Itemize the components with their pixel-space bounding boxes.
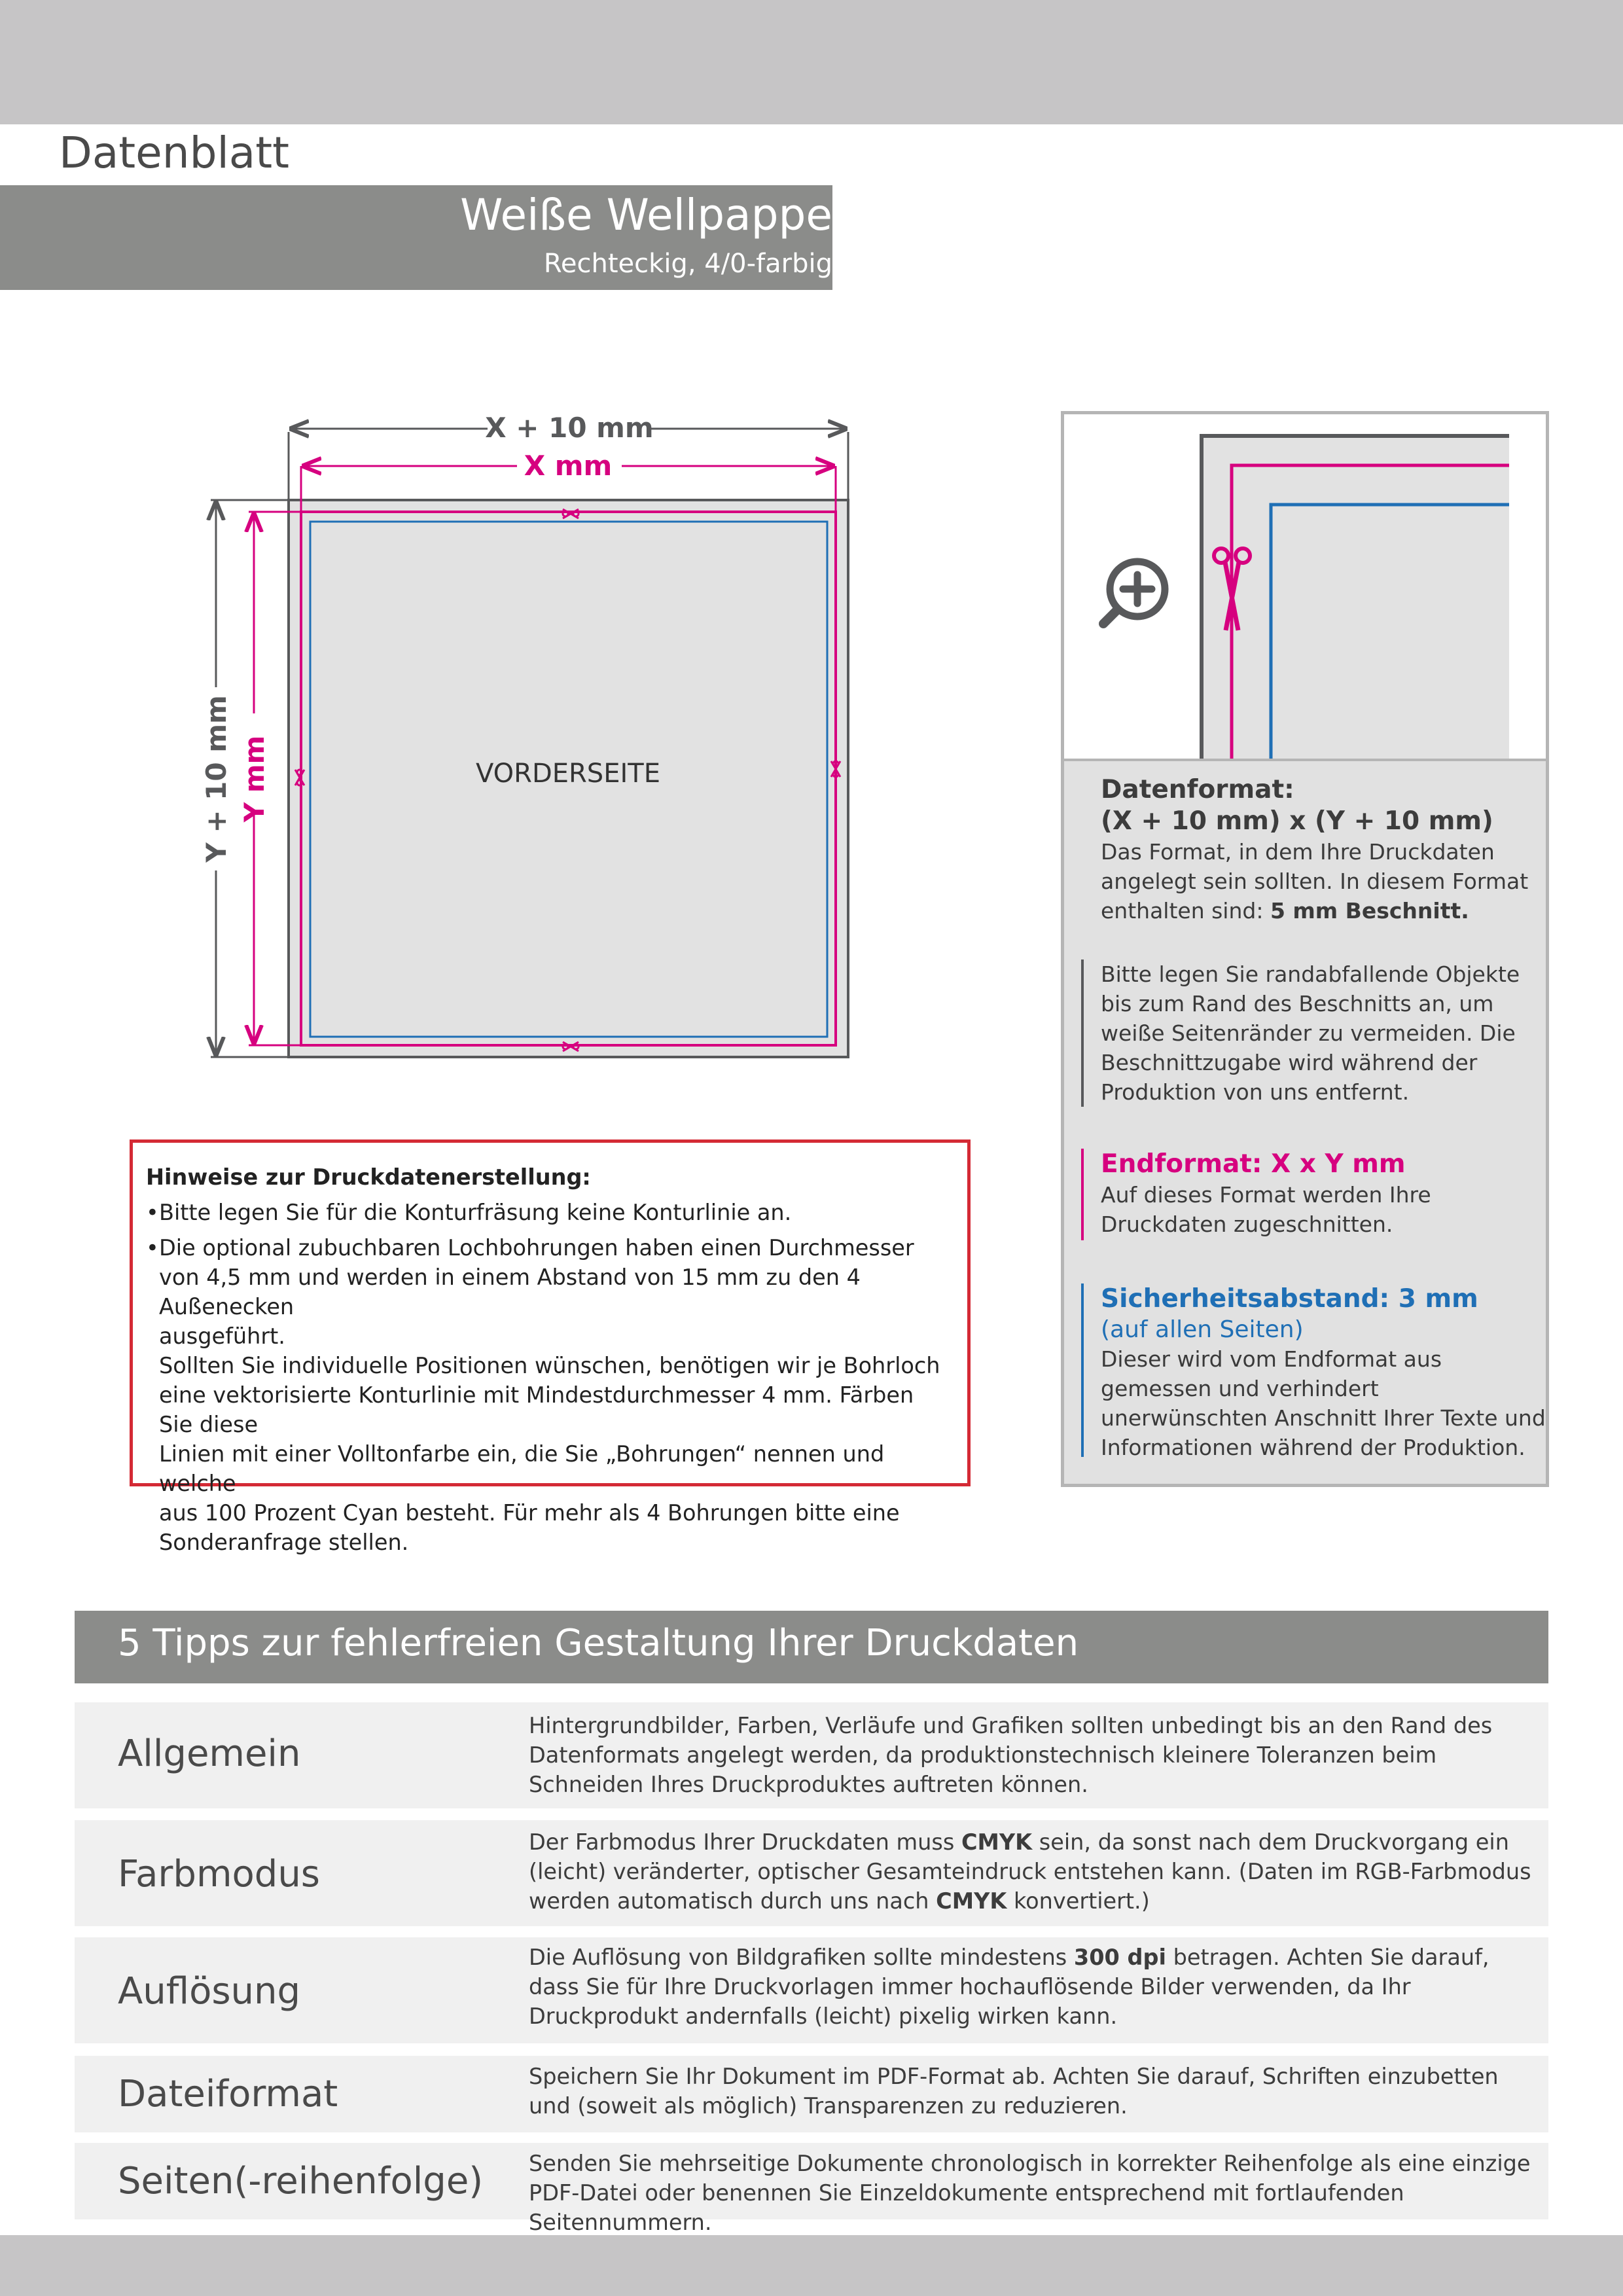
top-band [0, 0, 1623, 124]
tip-label: Allgemein [118, 1732, 301, 1775]
end-format-section [1101, 1149, 1546, 1239]
notes-bullet-text: Die optional zubuchbaren Lochbohrungen haben einen Durchmesser von 4,5 mm und werden in einem Abstand von 15 mm zu den 4 Außenecken ausgeführt. Sollten Sie individuelle Positionen wünschen, benötigen wir je Bohrloch eine vektorisierte Konturlinie mit Mindestdurchmesser 4 mm. Färben Sie diese Linien mit einer Volltonfarbe ein, die Sie „Bohrungen“ nennen und welche aus 100 Prozent Cyan besteht. Für mehr als 4 Bohrungen bitte eine Sonderanfrage stellen. [159, 1235, 940, 1555]
tip-row [75, 2056, 1548, 2132]
zoom-detail [1064, 414, 1546, 761]
tip-text: Senden Sie mehrseitige Dokumente chronologisch in korrekter Reihenfolge als eine einzige PDF-Datei oder benennen Sie Einzeldokumente entsprechend mit fortlaufenden Seitennummern. [529, 2151, 1531, 2235]
tip-row [75, 2143, 1548, 2235]
width-inner-label: X mm [524, 450, 613, 482]
tip-text: Die Auflösung von Bildgrafiken sollte mindestens 300 dpi betragen. Achten Sie darauf, dass Sie für Ihre Druckvorlagen immer hochauflösende Bilder verwenden, da Ihr Druckprodukt andernfalls (leicht) pixelig wirken kann. [529, 1945, 1489, 2029]
product-subtitle: Rechteckig, 4/0-farbig [543, 249, 832, 279]
safety-section [1101, 1283, 1546, 1462]
side-label: VORDERSEITE [476, 759, 660, 789]
bleed-bar [1081, 960, 1084, 1107]
height-inner-label: Y mm [238, 735, 270, 823]
safety-title: Sicherheitsabstand: 3 mm [1101, 1284, 1478, 1314]
width-outer-label: X + 10 mm [485, 412, 654, 444]
safety-text: Dieser wird vom Endformat aus gemessen und verhindert unerwünschten Anschnitt Ihrer Texte und Informationen während der Produktion. [1101, 1346, 1546, 1460]
format-diagram [196, 406, 864, 1073]
tip-text: Hintergrundbilder, Farben, Verläufe und Grafiken sollten unbedingt bis an den Rand des Datenformats angelegt werden, da produktionstechnisch kleinere Toleranzen beim Schneiden Ihres Druckproduktes auftreten können. [529, 1713, 1493, 1797]
height-outer-label: Y + 10 mm [200, 695, 232, 863]
bleed-note: Bitte legen Sie randabfallende Objekte bis zum Rand des Beschnitts an, um weiße Seitenränder zu vermeiden. Die Beschnittzugabe wird während der Produktion von uns entfernt. [1101, 961, 1520, 1105]
data-format-section [1101, 774, 1546, 925]
notes-bullet-text: Bitte legen Sie für die Konturfräsung keine Konturlinie an. [159, 1200, 792, 1225]
print-notes-box [130, 1139, 971, 1555]
safety-bar [1081, 1283, 1084, 1457]
tip-text: Der Farbmodus Ihrer Druckdaten muss CMYK sein, da sonst nach dem Druckvorgang ein (leicht) veränderter, optischer Gesamteindruck entstehen kann. (Daten im RGB-Farbmodus werden automatisch durch uns nach CMYK konvertiert.) [529, 1829, 1531, 1914]
tip-text: Speichern Sie Ihr Dokument im PDF-Format ab. Achten Sie darauf, Schriften einzubetten und (soweit als möglich) Transparenzen zu reduzieren. [529, 2064, 1499, 2119]
tip-label: Dateiformat [118, 2073, 338, 2115]
product-title: Weiße Wellpappe [460, 190, 832, 240]
data-format-value: (X + 10 mm) x (Y + 10 mm) [1101, 806, 1493, 836]
tip-label: Farbmodus [118, 1853, 320, 1895]
doc-label: Datenblatt [59, 128, 290, 178]
data-format-title: Datenformat: [1101, 775, 1294, 804]
tip-row [75, 1820, 1548, 1926]
bullet-icon: • [146, 1235, 159, 1261]
tip-label: Seiten(-reihenfolge) [118, 2160, 484, 2202]
notes-bullet [146, 1198, 954, 1227]
notes-title: Hinweise zur Druckdatenerstellung: [146, 1164, 591, 1190]
format-info-panel [1061, 411, 1549, 1487]
data-format-text: Das Format, in dem Ihre Druckdaten angelegt sein sollten. In diesem Format enthalten sind: 5 mm Beschnitt. [1101, 839, 1529, 924]
zoom-in-icon [1103, 562, 1165, 624]
tips-title: 5 Tipps zur fehlerfreien Gestaltung Ihrer Druckdaten [118, 1622, 1079, 1664]
tip-row [75, 1937, 1548, 2043]
end-format-bar [1081, 1149, 1084, 1240]
end-format-text: Auf dieses Format werden Ihre Druckdaten zugeschnitten. [1101, 1182, 1431, 1237]
tips-header [75, 1611, 1548, 1683]
bottom-band [0, 2235, 1623, 2296]
tip-row [75, 1702, 1548, 1808]
notes-bullet [146, 1233, 954, 1557]
end-format-title: Endformat: X x Y mm [1101, 1149, 1406, 1179]
safety-subtitle: (auf allen Seiten) [1101, 1316, 1304, 1343]
corner-detail-graphic [1064, 414, 1546, 759]
bullet-icon: • [146, 1200, 159, 1225]
bleed-section [1101, 960, 1546, 1107]
tip-label: Auflösung [118, 1970, 301, 2013]
